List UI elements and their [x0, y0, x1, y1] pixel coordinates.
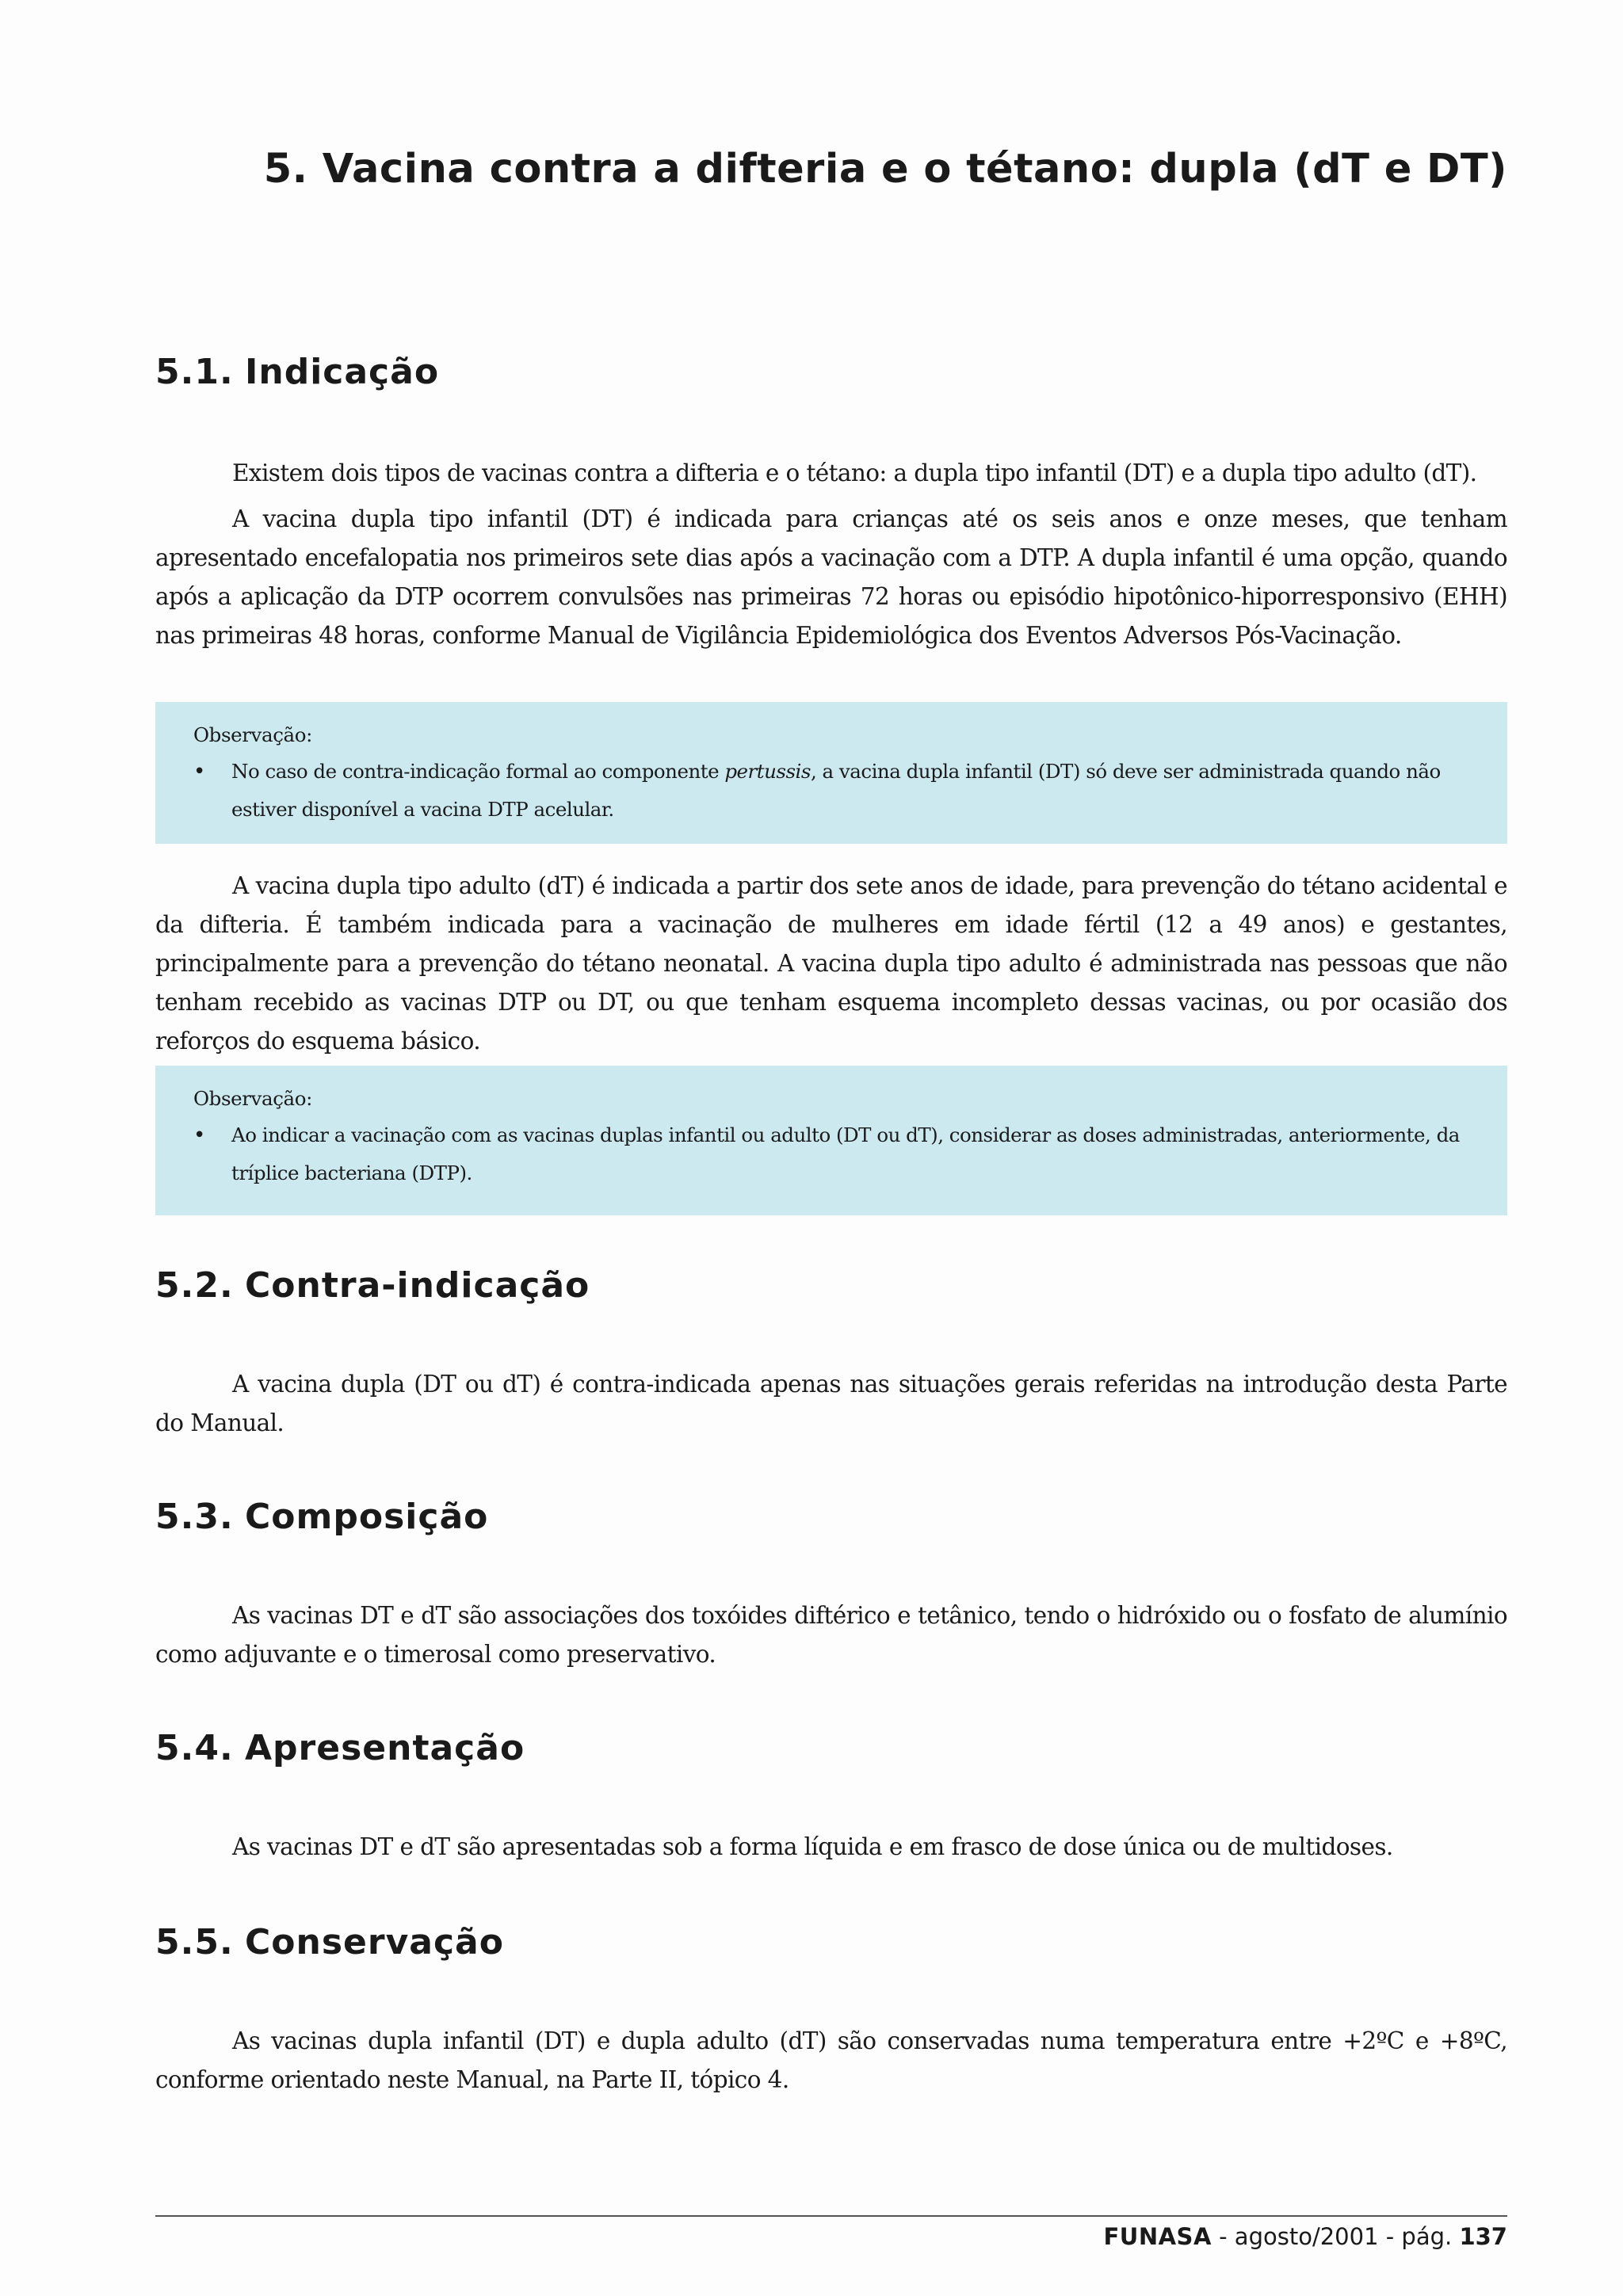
- page-footer: [1103, 2223, 1507, 2250]
- section-heading-apresentacao: [155, 1728, 525, 1768]
- bullet-icon: •: [193, 1123, 205, 1147]
- footer-separator: -: [1211, 2223, 1235, 2250]
- section-number: 5.4.: [155, 1728, 234, 1768]
- paragraph-contra-indicacao: A vacina dupla (DT ou dT) é contra-indicada apenas nas situações gerais referidas na introdução desta Parte do Manual.: [155, 1371, 1507, 1436]
- observation-box-doses: [155, 1066, 1507, 1215]
- footer-separator: -: [1378, 2223, 1402, 2250]
- footer-brand: FUNASA: [1103, 2223, 1212, 2250]
- observation-text-after: , a vacina dupla infantil (DT) só deve ser administrada quando não estiver disponível a vacina DTP acelular.: [231, 760, 1441, 821]
- section-heading-indicacao: [155, 352, 439, 392]
- section-title: Contra-indicação: [245, 1265, 590, 1306]
- chapter-title: 5. Vacina contra a difteria e o tétano: dupla (dT e DT): [263, 146, 1507, 193]
- paragraph-apresentacao: As vacinas DT e dT são apresentadas sob a forma líquida e em frasco de dose única ou de multidoses.: [232, 1833, 1393, 1860]
- observation-label: Observação:: [193, 723, 312, 746]
- footer-date: agosto/2001: [1234, 2223, 1379, 2250]
- observation-box-pertussis: [155, 702, 1507, 844]
- section-title: Apresentação: [245, 1728, 525, 1768]
- observation-label: Observação:: [193, 1087, 312, 1110]
- paragraph-composicao: As vacinas DT e dT são associações dos toxóides diftérico e tetânico, tendo o hidróxido ou o fosfato de alumínio como adjuvante e o timerosal como preservativo.: [155, 1602, 1507, 1668]
- section-title: Conservação: [245, 1922, 504, 1962]
- observation-text-before: No caso de contra-indicação formal ao componente: [231, 760, 725, 783]
- bullet-icon: •: [193, 760, 205, 784]
- section-number: 5.2.: [155, 1265, 234, 1306]
- footer-page-label: pág.: [1401, 2223, 1453, 2250]
- section-number: 5.5.: [155, 1922, 234, 1962]
- observation-item: [193, 1116, 1472, 1192]
- page-number: 137: [1459, 2223, 1507, 2250]
- observation-item: [193, 753, 1472, 829]
- section-title: Composição: [245, 1497, 489, 1537]
- observation-text: Ao indicar a vacinação com as vacinas duplas infantil ou adulto (DT ou dT), considerar as doses administradas, anteriormente, da tríplice bacteriana (DTP).: [231, 1123, 1460, 1184]
- footer-divider: [155, 2215, 1507, 2217]
- paragraph-tipos-vacina: Existem dois tipos de vacinas contra a difteria e o tétano: a dupla tipo infantil (DT) e a dupla tipo adulto (dT).: [232, 460, 1477, 486]
- section-heading-conservacao: [155, 1922, 504, 1962]
- paragraph-dupla-infantil: A vacina dupla tipo infantil (DT) é indicada para crianças até os seis anos e onze meses, que tenham apresentado encefalopatia nos primeiros sete dias após a vacinação com a DTP. A dupla infantil é uma opção, quando após a aplicação da DTP ocorrem convulsões nas primeiras 72 horas ou episódio hipotônico-hiporresponsivo (EHH) nas primeiras 48 horas, conforme Manual de Vigilância Epidemiológica dos Eventos Adversos Pós-Vacinação.: [155, 505, 1507, 649]
- paragraph-dupla-adulto: A vacina dupla tipo adulto (dT) é indicada a partir dos sete anos de idade, para prevenção do tétano acidental e da difteria. É também indicada para a vacinação de mulheres em idade fértil (12 a 49 anos) e gestantes, principalmente para a prevenção do tétano neonatal. A vacina dupla tipo adulto é administrada nas pessoas que não tenham recebido as vacinas DTP ou DT, ou que tenham esquema incompleto dessas vacinas, ou por ocasião dos reforços do esquema básico.: [155, 872, 1507, 1055]
- section-number: 5.1.: [155, 352, 234, 392]
- section-number: 5.3.: [155, 1497, 234, 1537]
- section-heading-contra-indicacao: [155, 1265, 590, 1306]
- section-heading-composicao: [155, 1497, 488, 1537]
- observation-text-italic: pertussis: [724, 760, 811, 783]
- paragraph-conservacao: As vacinas dupla infantil (DT) e dupla adulto (dT) são conservadas numa temperatura entre +2ºC e +8ºC, conforme orientado neste Manual, na Parte II, tópico 4.: [155, 2027, 1507, 2093]
- section-title: Indicação: [245, 352, 440, 392]
